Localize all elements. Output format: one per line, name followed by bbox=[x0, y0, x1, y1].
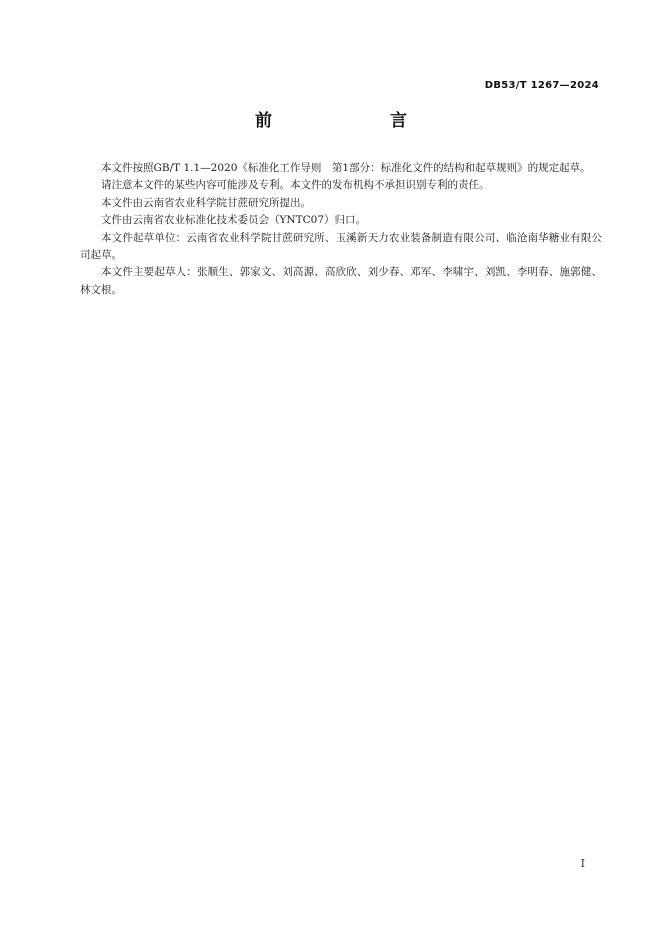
document-id: DB53/T 1267—2024 bbox=[484, 80, 599, 91]
page-title: 前 言 bbox=[255, 111, 435, 131]
paragraph-proposer: 本文件由云南省农业科学院甘蔗研究所提出。 bbox=[101, 196, 311, 209]
paragraph-drafters: 本文件主要起草人：张顺生、郭家文、刘高源、高欣欣、刘少春、邓军、李啸宇、刘凯、李明春、施郭健、林文根。 bbox=[80, 266, 602, 296]
paragraph-administrator: 文件由云南省农业标准化技术委员会（YNTC07）归口。 bbox=[101, 214, 367, 227]
paragraph-drafting-rules: 本文件按照GB/T 1.1—2020《标准化工作导则 第1部分：标准化文件的结构和起草规则》的规定起草。 bbox=[101, 162, 591, 174]
paragraph-patent-notice: 请注意本文件的某些内容可能涉及专利。本文件的发布机构不承担识别专利的责任。 bbox=[101, 179, 490, 192]
foreword-body bbox=[80, 160, 602, 299]
paragraph-drafting-units: 本文件起草单位：云南省农业科学院甘蔗研究所、玉溪新天力农业装备制造有限公司、临沧南华糖业有限公司起草。 bbox=[80, 231, 602, 262]
page-number: I bbox=[580, 857, 585, 870]
